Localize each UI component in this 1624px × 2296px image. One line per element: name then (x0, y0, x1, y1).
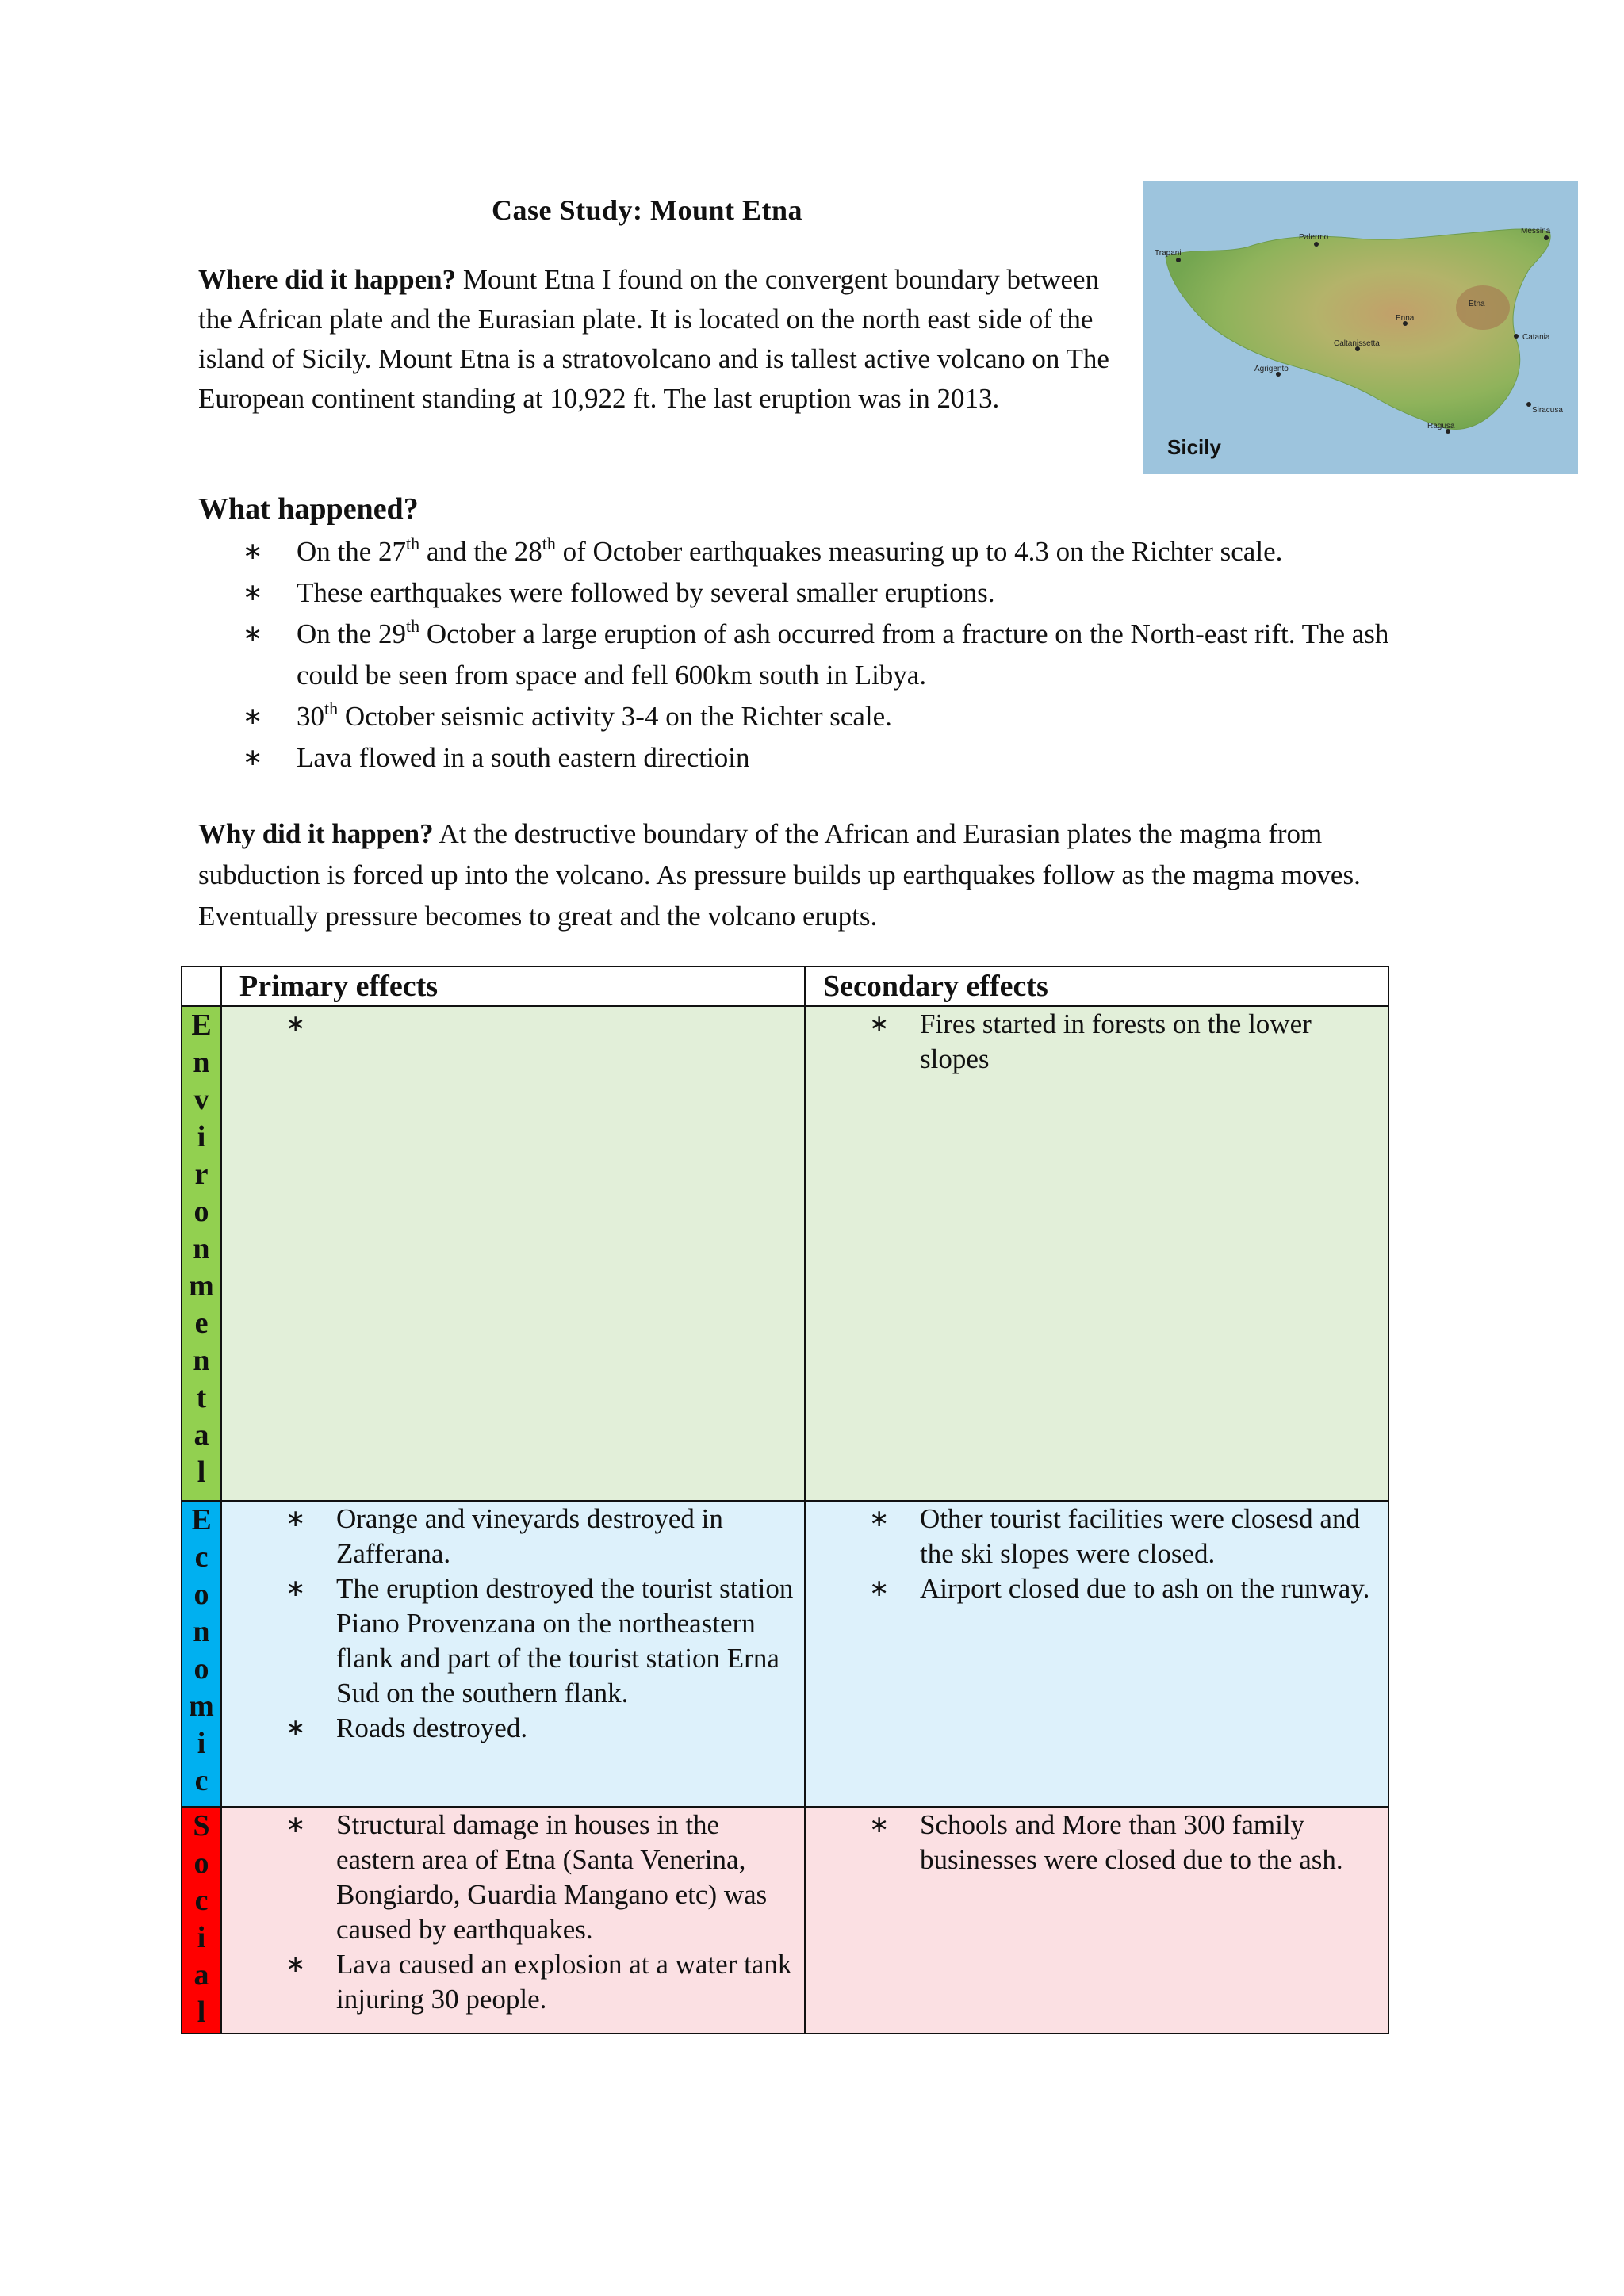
list-item (806, 1808, 1388, 1877)
row-label-letter: c (194, 1764, 209, 1797)
bullet-icon: ∗ (869, 1575, 890, 1602)
item-text: October seismic activity 3-4 on the Richter scale. (338, 701, 892, 732)
row-label-letter: e (194, 1307, 209, 1340)
bullet-icon: ∗ (285, 1505, 306, 1533)
why-heading: Why did it happen? (198, 818, 434, 849)
social-secondary-list (806, 1808, 1388, 1877)
town-label: Siracusa (1532, 406, 1563, 415)
town-label: Enna (1396, 314, 1415, 323)
effect-text: Roads destroyed. (336, 1712, 528, 1743)
town-label: Ragusa (1427, 422, 1455, 430)
effect-text: Schools and More than 300 family businesses were closed due to the ash. (920, 1809, 1343, 1875)
row-label-letter: n (193, 1232, 210, 1265)
bullet-icon: ∗ (869, 1811, 890, 1839)
row-label-letter: i (197, 1120, 206, 1154)
bullet-icon: ∗ (243, 579, 263, 607)
economic-secondary-cell (804, 1500, 1389, 1808)
social-secondary-cell (804, 1806, 1389, 2034)
town-label: Caltanissetta (1334, 339, 1380, 348)
page-title: Case Study: Mount Etna (492, 194, 803, 226)
effect-text: Lava caused an explosion at a water tank injuring 30 people. (336, 1949, 792, 2015)
row-label-letter: o (193, 1578, 209, 1611)
what-heading: What happened? (198, 492, 419, 526)
social-primary-list (222, 1808, 804, 2017)
row-label-letter: E (191, 1503, 212, 1536)
effect-text: Orange and vineyards destroyed in Zafferana. (336, 1503, 723, 1569)
row-label-letter: m (189, 1269, 214, 1303)
effect-text: The eruption destroyed the tourist station Piano Provenzana on the northeastern flank and part of the tourist station Erna Sud on the southern flank. (336, 1573, 794, 1709)
item-text: These earthquakes were followed by several smaller eruptions. (297, 577, 995, 608)
row-label-letter: r (194, 1158, 209, 1191)
effect-text: Airport closed due to ash on the runway. (920, 1573, 1370, 1604)
row-label-letter: n (193, 1615, 210, 1648)
town-label: Agrigento (1254, 365, 1289, 373)
row-label-letter: i (197, 1727, 206, 1760)
superscript: th (324, 698, 339, 718)
bullet-icon: ∗ (285, 1950, 306, 1978)
town-label: Trapani (1155, 249, 1182, 258)
why-paragraph (198, 813, 1435, 937)
list-item (243, 614, 1416, 696)
economic-secondary-list (806, 1502, 1388, 1606)
effects-table (181, 966, 1389, 2034)
environmental-secondary-list (806, 1007, 1388, 1077)
where-heading: Where did it happen? (198, 264, 457, 295)
row-label-letter: o (193, 1652, 209, 1686)
list-item (243, 737, 1416, 779)
list-item (222, 1502, 804, 1571)
environmental-secondary-cell (804, 1005, 1389, 1502)
town-label: Messina (1521, 227, 1551, 235)
bullet-icon: ∗ (869, 1505, 890, 1533)
map-caption: Sicily (1167, 435, 1221, 459)
row-label-letter: t (196, 1381, 207, 1414)
row-label-letter: a (193, 1958, 209, 1992)
what-list (243, 531, 1416, 779)
item-text: October a large eruption of ash occurred from a fracture on the North-east rift. The ash could be seen from space and fell 600km south in Libya. (297, 618, 1389, 691)
social-primary-cell (220, 1806, 806, 2034)
row-label-letter: E (191, 1008, 212, 1042)
town-dot (1314, 242, 1319, 247)
economic-primary-cell (220, 1500, 806, 1808)
town-dot (1176, 258, 1181, 262)
list-item (222, 1571, 804, 1711)
row-label-letter: i (197, 1921, 206, 1954)
list-item (806, 1007, 1388, 1077)
economic-row-label (181, 1500, 222, 1808)
bullet-icon: ∗ (285, 1714, 306, 1742)
row-label-letter: c (194, 1540, 209, 1574)
where-text: Mount Etna I found on the convergent boundary between the African plate and the Eurasian plate. It is located on the north east side of the island of Sicily. Mount Etna is a stratovolcano and is tallest active volcano on The European continent standing at 10,922 ft. The last eruption was in 2013. (198, 264, 1109, 414)
row-label-letter: a (193, 1418, 209, 1452)
economic-primary-list (222, 1502, 804, 1746)
bullet-icon: ∗ (243, 620, 263, 648)
list-item (806, 1571, 1388, 1606)
town-label: Palermo (1299, 233, 1329, 242)
item-text: On the 29 (297, 618, 407, 649)
row-label-letter: v (193, 1083, 209, 1116)
secondary-effects-header: Secondary effects (804, 966, 1389, 1007)
list-item (222, 1711, 804, 1746)
bullet-icon: ∗ (285, 1010, 306, 1038)
town-label: Etna (1469, 300, 1485, 308)
bullet-icon: ∗ (243, 538, 263, 565)
row-label-letter: m (189, 1689, 214, 1723)
row-label-letter: o (193, 1195, 209, 1228)
row-label-letter: o (193, 1846, 209, 1880)
list-item (222, 1808, 804, 1947)
social-row-label (181, 1806, 222, 2034)
item-text: of October earthquakes measuring up to 4.3 on the Richter scale. (555, 536, 1283, 567)
row-label-letter: n (193, 1344, 210, 1377)
item-text: On the 27 (297, 536, 407, 567)
list-item (806, 1502, 1388, 1571)
list-item (243, 531, 1416, 572)
town-dot (1544, 235, 1549, 240)
row-label-letter: n (193, 1046, 210, 1079)
row-label-letter: l (197, 1996, 206, 2029)
town-label: Catania (1522, 333, 1550, 342)
environmental-row-label (181, 1005, 222, 1502)
bullet-icon: ∗ (243, 744, 263, 771)
list-item (243, 696, 1416, 737)
effect-text: Fires started in forests on the lower slopes (920, 1008, 1312, 1074)
bullet-icon: ∗ (285, 1575, 306, 1602)
town-dot (1526, 402, 1531, 407)
list-item (243, 572, 1416, 614)
effect-text: Structural damage in houses in the eastern area of Etna (Santa Venerina, Bongiardo, Guardia Mangano etc) was caused by earthquakes. (336, 1809, 768, 1945)
effect-text: Other tourist facilities were closesd and the ski slopes were closed. (920, 1503, 1360, 1569)
row-label-letter: l (197, 1456, 206, 1489)
superscript: th (542, 534, 556, 553)
town-dot (1514, 334, 1519, 339)
superscript: th (406, 534, 420, 553)
why-text: At the destructive boundary of the African and Eurasian plates the magma from subduction is forced up into the volcano. As pressure builds up earthquakes follow as the magma moves. Eventually pressure becomes to great and the volcano erupts. (198, 818, 1361, 932)
item-text: 30 (297, 701, 324, 732)
bullet-icon: ∗ (243, 702, 263, 730)
bullet-icon: ∗ (285, 1811, 306, 1839)
table-corner-cell (181, 966, 222, 1007)
primary-effects-header: Primary effects (220, 966, 806, 1007)
superscript: th (406, 616, 420, 636)
sicily-map-graphic (1143, 181, 1578, 474)
row-label-letter: S (193, 1809, 210, 1843)
bullet-icon: ∗ (869, 1010, 890, 1038)
item-text: Lava flowed in a south eastern directioin (297, 742, 750, 773)
sicily-map (1143, 181, 1578, 474)
row-label-letter: c (194, 1884, 209, 1917)
item-text: and the 28 (419, 536, 542, 567)
environmental-primary-cell (220, 1005, 806, 1502)
where-paragraph (198, 260, 1118, 419)
list-item (222, 1947, 804, 2017)
